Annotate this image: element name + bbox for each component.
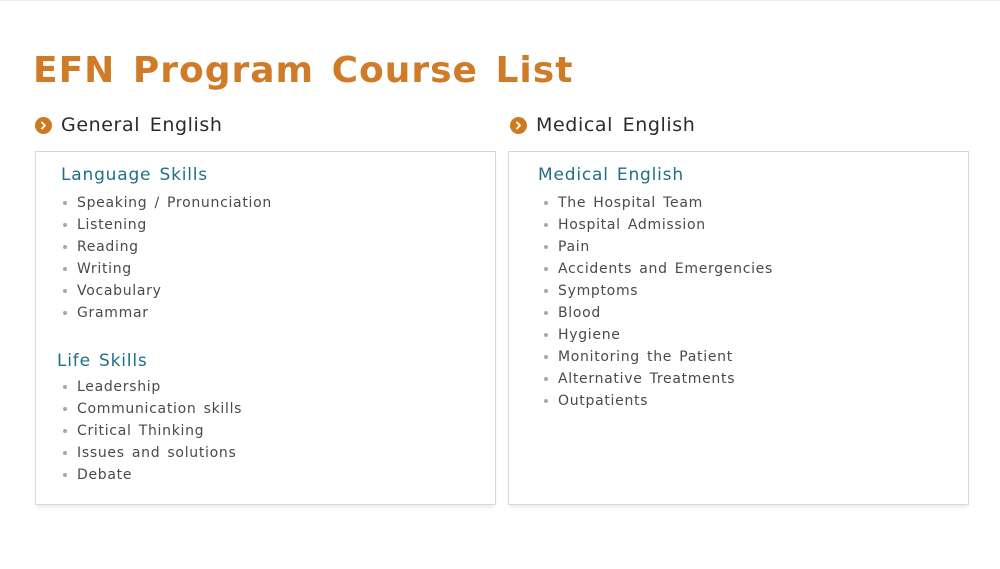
general-english-panel bbox=[35, 151, 496, 505]
list-item: Issues and solutions bbox=[61, 442, 242, 464]
top-divider bbox=[0, 0, 1000, 1]
dot-bullet-icon bbox=[544, 267, 548, 271]
dot-bullet-icon bbox=[63, 201, 67, 205]
dot-bullet-icon bbox=[63, 245, 67, 249]
column-heading-label: Medical English bbox=[536, 114, 696, 136]
dot-bullet-icon bbox=[544, 377, 548, 381]
section-title-life-skills: Life Skills bbox=[57, 351, 148, 371]
column-heading-medical-english bbox=[510, 114, 695, 136]
dot-bullet-icon bbox=[544, 289, 548, 293]
dot-bullet-icon bbox=[544, 223, 548, 227]
dot-bullet-icon bbox=[63, 267, 67, 271]
list-item: Hospital Admission bbox=[542, 214, 773, 236]
list-item: Reading bbox=[61, 236, 272, 258]
dot-bullet-icon bbox=[544, 245, 548, 249]
dot-bullet-icon bbox=[63, 311, 67, 315]
dot-bullet-icon bbox=[544, 333, 548, 337]
dot-bullet-icon bbox=[63, 451, 67, 455]
list-item: Writing bbox=[61, 258, 272, 280]
language-skills-list bbox=[61, 192, 272, 324]
dot-bullet-icon bbox=[63, 429, 67, 433]
list-item: Communication skills bbox=[61, 398, 242, 420]
list-item: Alternative Treatments bbox=[542, 368, 773, 390]
list-item: Accidents and Emergencies bbox=[542, 258, 773, 280]
list-item: Hygiene bbox=[542, 324, 773, 346]
dot-bullet-icon bbox=[63, 385, 67, 389]
list-item: Listening bbox=[61, 214, 272, 236]
section-title-medical-english: Medical English bbox=[538, 165, 684, 185]
dot-bullet-icon bbox=[63, 223, 67, 227]
list-item: Debate bbox=[61, 464, 242, 486]
list-item: Leadership bbox=[61, 376, 242, 398]
list-item: Blood bbox=[542, 302, 773, 324]
dot-bullet-icon bbox=[544, 311, 548, 315]
dot-bullet-icon bbox=[544, 399, 548, 403]
medical-english-panel bbox=[508, 151, 969, 505]
dot-bullet-icon bbox=[544, 355, 548, 359]
life-skills-list bbox=[61, 376, 242, 486]
page-title: EFN Program Course List bbox=[33, 50, 574, 91]
dot-bullet-icon bbox=[63, 289, 67, 293]
list-item: Pain bbox=[542, 236, 773, 258]
list-item: Symptoms bbox=[542, 280, 773, 302]
list-item: The Hospital Team bbox=[542, 192, 773, 214]
section-title-language-skills: Language Skills bbox=[61, 165, 208, 185]
chevron-right-circle-icon bbox=[35, 117, 52, 134]
dot-bullet-icon bbox=[63, 473, 67, 477]
chevron-right-circle-icon bbox=[510, 117, 527, 134]
medical-english-list bbox=[542, 192, 773, 412]
list-item: Critical Thinking bbox=[61, 420, 242, 442]
dot-bullet-icon bbox=[544, 201, 548, 205]
list-item: Vocabulary bbox=[61, 280, 272, 302]
column-heading-general-english bbox=[35, 114, 223, 136]
list-item: Outpatients bbox=[542, 390, 773, 412]
list-item: Speaking / Pronunciation bbox=[61, 192, 272, 214]
list-item: Monitoring the Patient bbox=[542, 346, 773, 368]
list-item: Grammar bbox=[61, 302, 272, 324]
dot-bullet-icon bbox=[63, 407, 67, 411]
column-heading-label: General English bbox=[61, 114, 223, 136]
